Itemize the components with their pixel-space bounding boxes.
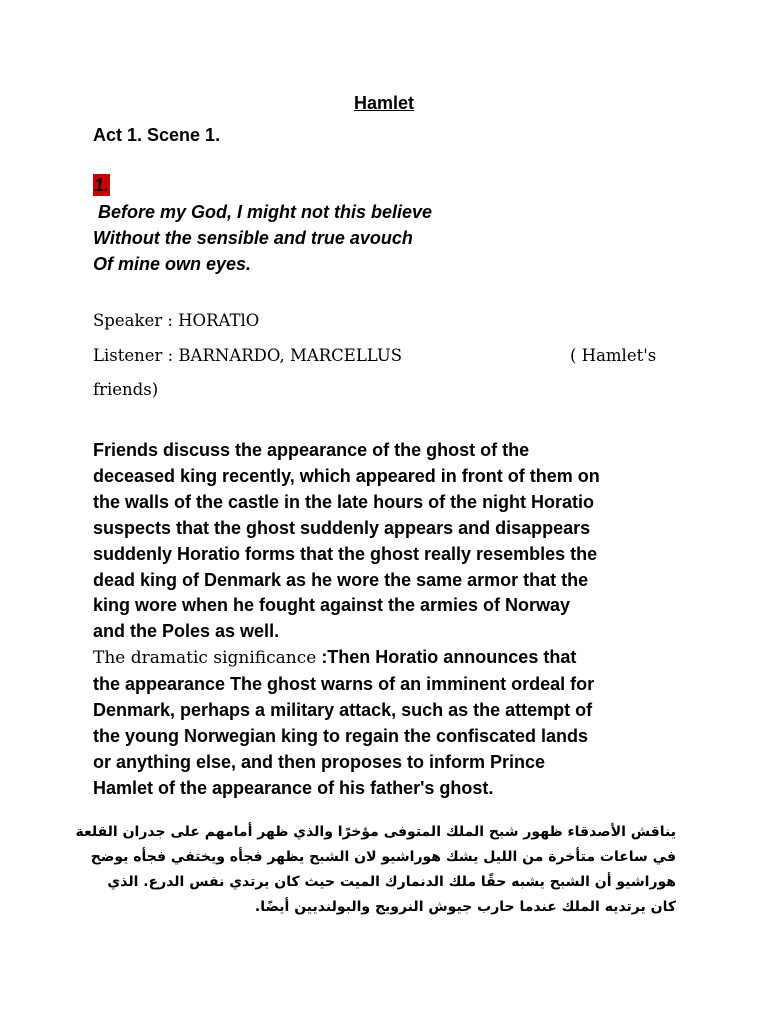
quote-line: Before my God, I might not this believe [93,202,433,222]
listener-text: Listener : BARNARDO, MARCELLUS [93,346,403,365]
summary-line: and the Poles as well. [93,621,280,642]
significance-text: :Then Horatio announces that [316,647,577,668]
significance-line: the young Norwegian king to regain the confiscated lands [93,725,589,746]
significance-line: Hamlet of the appearance of his father's ghost. [93,777,494,798]
significance-first-line [93,645,693,672]
summary-line: suddenly Horatio forms that the ghost really resembles the [93,543,598,564]
arabic-line: في ساعات متأخرة من الليل يشك هوراشيو لان الشبح يظهر فجأه ويختفي فجأه يوضح [90,849,676,865]
quote-number: 1. [94,175,110,195]
quote-line: Of mine own eyes. [93,254,252,274]
quote-line: Without the sensible and true avouch [93,228,413,248]
summary-line: deceased king recently, which appeared in front of them on [93,465,600,486]
listener-note-continued: friends) [93,380,159,399]
act-scene-heading: Act 1. Scene 1. [93,125,221,145]
significance-line: Denmark, perhaps a military attack, such as the attempt of [93,700,593,721]
summary-line: the walls of the castle in the late hours of the night Horatio [93,491,595,512]
arabic-line: كان يرتديه الملك عندما حارب جيوش النرويج والبولنديين أيضًا. [254,899,676,915]
significance-line: the appearance The ghost warns of an imminent ordeal for [93,674,595,695]
summary-line: dead king of Denmark as he wore the same armor that the [93,569,589,590]
summary-line: Friends discuss the appearance of the ghost of the [93,440,530,460]
quote-block [93,199,693,277]
arabic-translation [75,820,676,920]
summary-line: king wore when he fought against the armies of Norway [93,595,571,616]
arabic-line: يناقش الأصدقاء ظهور شبح الملك المتوفى مؤخرًا والذي ظهر أمامهم على جدران القلعة [75,824,676,840]
arabic-line: هوراشيو أن الشبح يشبه حقًا ملك الدنمارك الميت حيث كان يرتدي نفس الدرع. الذي [107,874,676,890]
listener-note: ( Hamlet's [570,346,657,365]
significance-label: The dramatic significance [93,648,317,669]
summary-paragraph [93,438,693,802]
significance-line: or anything else, and then proposes to inform Prince [93,751,546,772]
page-title: Hamlet [353,93,415,113]
listener-line [93,345,673,367]
summary-line: suspects that the ghost suddenly appears and disappears [93,517,591,538]
speaker-line: Speaker : HORATlO [93,311,260,330]
